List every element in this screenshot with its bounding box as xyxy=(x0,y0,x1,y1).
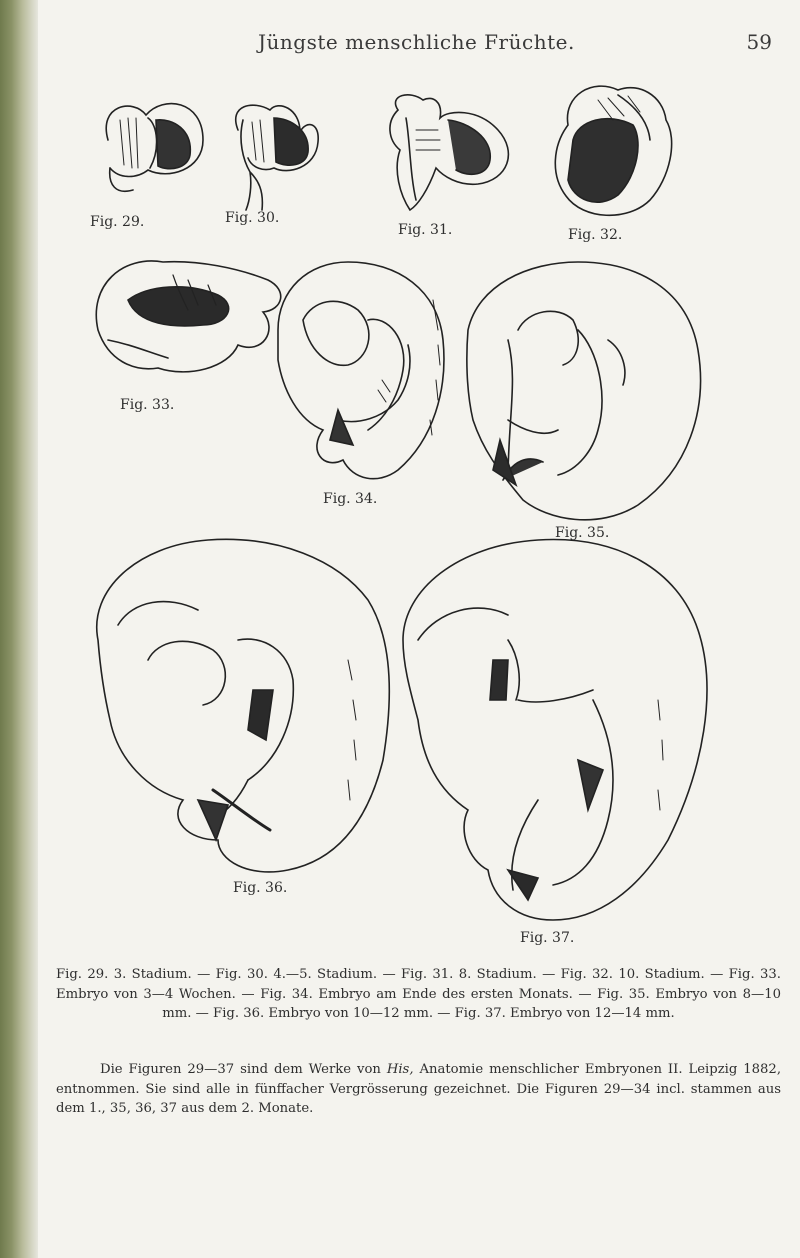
running-head: Jüngste menschliche Früchte. xyxy=(258,30,575,54)
fig37-drawing xyxy=(403,540,707,920)
note-author: His, xyxy=(386,1062,414,1077)
embryo-illustration-plate xyxy=(38,0,800,960)
fig31-drawing xyxy=(390,95,508,210)
figure-caption: Fig. 29. 3. Stadium. — Fig. 30. 4.—5. Stadium. — Fig. 31. 8. Stadium. — Fig. 32. 10. Stadium. — Fig. 33. Embryo von 3—4 Wochen. — Fig. 34. Embryo am Ende des ersten Monats. — Fig. 35. Embryo von 8—10 mm. — Fig. 36. Embryo von 10—12 mm. — Fig. 37. Embryo von 12—14 mm. xyxy=(56,967,781,1021)
fig30-label: Fig. 30. xyxy=(225,210,280,226)
note-text-start: Die Figuren 29—37 sind dem Werke von xyxy=(100,1062,387,1077)
note-text-end: II. Leipzig 1882, entnommen. Sie sind alle in fünffacher Vergrösserung gezeichnet. Die Figuren 29—34 incl. stammen aus dem 1., 35, 36, 37 aus dem 2. Monate. xyxy=(56,1062,782,1116)
fig29-label: Fig. 29. xyxy=(90,214,145,230)
book-page xyxy=(38,0,800,1258)
fig35-drawing xyxy=(467,262,701,520)
book-binding-edge xyxy=(0,0,38,1258)
fig31-label: Fig. 31. xyxy=(398,222,453,238)
fig30-drawing xyxy=(236,105,318,210)
fig34-label: Fig. 34. xyxy=(323,491,378,507)
fig33-drawing xyxy=(96,261,280,372)
fig32-drawing xyxy=(555,86,671,215)
fig36-label: Fig. 36. xyxy=(233,880,288,896)
fig29-drawing xyxy=(106,104,203,192)
fig37-label: Fig. 37. xyxy=(520,930,575,946)
fig36-drawing xyxy=(97,539,390,872)
fig32-label: Fig. 32. xyxy=(568,227,623,243)
fig35-label: Fig. 35. xyxy=(555,525,610,541)
source-note xyxy=(56,1060,781,1119)
fig33-label: Fig. 33. xyxy=(120,397,175,413)
page-number: 59 xyxy=(746,30,772,54)
note-work-title: Anatomie menschlicher Embryonen xyxy=(413,1062,662,1077)
fig34-drawing xyxy=(278,262,444,479)
